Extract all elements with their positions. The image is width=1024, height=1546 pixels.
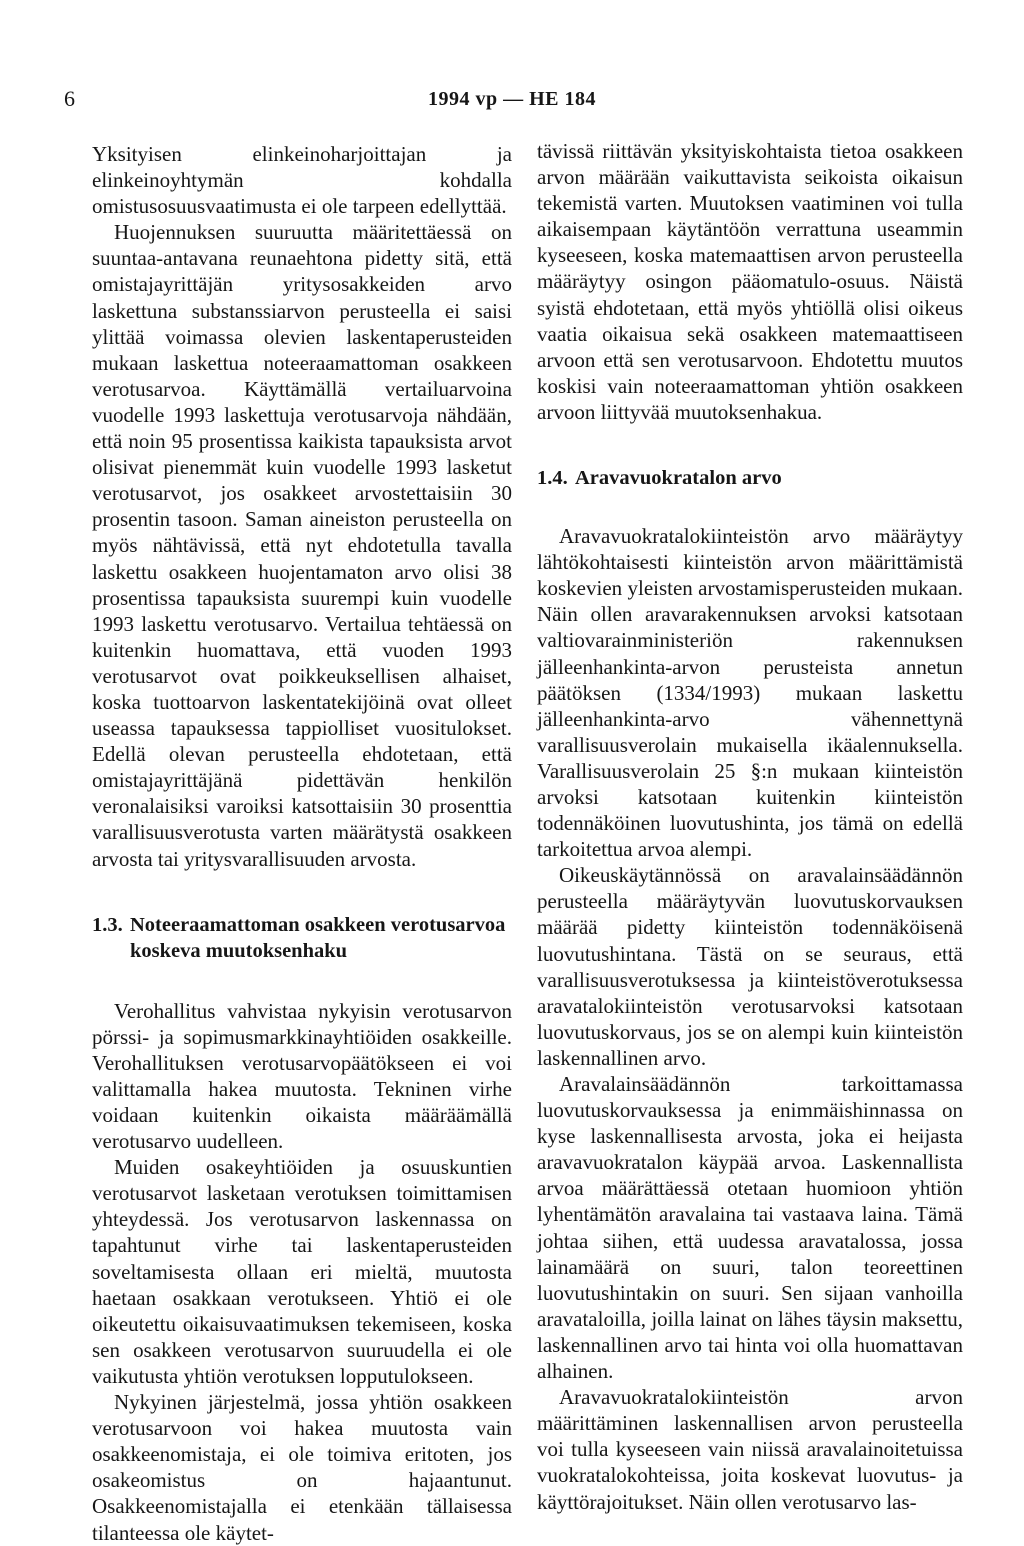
paragraph: tävissä riittävän yksityiskohtaista tietoa osakkeen arvon määrään vaikuttavista seikoista oikaisun tekemistä varten. Muutoksen vaatiminen voi tulla aikaisempaan käytäntöön verrattuna useammin kyseeseen, koska matemaattisen arvon perusteella määräytyy osingon pääomatulo-osuus. Näistä syistä ehdotetaan, että myös yhtiöllä olisi oikeus vaatia oikaisua sekä osakkeen matemaattiseen arvoon että sen verotusarvoon. Ehdotettu muutos koskisi vain noteeraamattoman yhtiön osakkeen arvoon liittyvää muutoksenhakua.: [537, 139, 963, 424]
paragraph: Huojennuksen suuruutta määritettäessä on suuntaa-antavana reunaehtona pidetty sitä, että omistajayrittäjän yritysosakkeiden arvo laskettuna substanssiarvon perusteella ei saisi ylittää voimassa olevien laskentaperusteiden mukaan laskettua noteeraamattoman osakkeen verotusarvoa. Käyttämällä vertailuarvoina vuodelle 1993 laskettuja verotusarvoja nähdään, että noin 95 prosentissa kaikista tapauksista arvot olisivat pienemmät kuin vuodelle 1993 lasketut verotusarvot, jos osakkeet arvostettaisiin 30 prosentin tasoon. Saman aineiston perusteella on myös nähtävissä, että nyt ehdotetulla tavalla laskettu osakkeen huojentamaton arvo olisi 38 prosentissa tapauksista suurempi kuin vuodelle 1993 laskettu verotusarvo. Vertailua tehtäessä on kuitenkin huomattava, että vuoden 1993 verotusarvot ovat poikkeuksellisen alhaiset, koska tuottoarvon laskentatekijöinä ovat olleet useassa tapauksessa tappiolliset vuositulokset. Edellä olevan perusteella ehdotetaan, että omistajayrittäjänä pidettävän henkilön veronalaisiksi varoiksi katsottaisiin 30 prosenttia varallisuusverotusta varten määrätystä osakkeen arvosta tai yritysvarallisuuden arvosta.: [92, 220, 512, 871]
paragraph: Muiden osakeyhtiöiden ja osuuskuntien verotusarvot lasketaan verotuksen toimittamisen yhteydessä. Jos verotusarvon laskennassa on tapahtunut virhe tai laskentaperusteiden soveltamisesta ollaan eri mieltä, muutosta haetaan osakkaan verotukseen. Yhtiö ei ole oikeutettu oikaisuvaatimuksen tekemiseen, koska sen osakkeen verotusarvon suuruudella ei ole vaikutusta yhtiön verotuksen lopputulokseen.: [92, 1155, 512, 1388]
paragraph: Aravavuokratalokiinteistön arvon määrittäminen laskennallisen arvon perusteella voi tulla kyseeseen vain niissä aravalainoitetuissa vuokratalokohteissa, joita koskevat luovutus- ja käyttörajoitukset. Näin ollen verotusarvo las-: [537, 1385, 963, 1514]
section-title: Aravavuokratalon arvo: [575, 467, 782, 490]
section-number: 1.4.: [537, 467, 568, 490]
paragraph: Aravavuokratalokiinteistön arvo määräytyy lähtökohtaisesti kiinteistön arvon määrittämistä koskevien yleisten arvostamisperusteiden mukaan. Näin ollen aravarakennuksen arvoksi katsotaan valtiovarainministeriön rakennuksen jälleenhankinta-arvon perusteista annetun päätöksen (1334/1993) mukaan laskettu jälleenhankinta-arvo vähennettynä varallisuusverolain mukaisella ikäalennuksella. Varallisuusverolain 25 §:n mukaan kiinteistön arvoksi katsotaan kuitenkin kiinteistön todennäköinen luovutushinta, jos tämä on edellä tarkoitettua arvoa alempi.: [537, 524, 963, 862]
left-column: [92, 141, 512, 1546]
section-heading: [537, 465, 963, 491]
section-title: Noteeraamattoman osakkeen verotusarvoa koskeva muutoksenhaku: [130, 913, 506, 962]
section-heading: [92, 912, 512, 964]
running-head: 1994 vp — HE 184: [427, 88, 597, 110]
paragraph: Oikeuskäytännössä on aravalainsäädännön perusteella määräytyvän luovutuskorvauksen määrää pidetty kiinteistön todennäköisenä luovutushintana. Tästä on se seuraus, että varallisuusverotuksessa ja kiinteistöverotuksessa aravatalokiinteistön verotusarvoksi katsotaan luovutuskorvaus, jos se on alempi kuin kiinteistön laskennallinen arvo.: [537, 863, 963, 1070]
paragraph: Nykyinen järjestelmä, jossa yhtiön osakkeen verotusarvoon voi hakea muutosta vain osakkeenomistaja, ei ole toimiva eritoten, jos osakeomistus on hajaantunut. Osakkeenomistajalla ei etenkään tällaisessa tilanteessa ole käytet-: [92, 1390, 512, 1545]
paragraph: Aravalainsäädännön tarkoittamassa luovutuskorvauksessa ja enimmäishinnassa on kyse laskennallisesta arvosta, joka ei heijasta aravavuokratalon käypää arvoa. Laskennallista arvoa määrättäessä otetaan huomioon yhtiön lyhentämätön aravalaina tai vastaava laina. Tämä johtaa siihen, että uudessa aravatalossa, jossa lainamäärä on suuri, talon teoreettinen luovutushintakin on suuri. Sen sijaan vanhoilla aravataloilla, joilla lainat on lähes täysin maksettu, laskennallinen arvo tai hinta voi olla huomattavan alhainen.: [537, 1072, 963, 1384]
paragraph: Verohallitus vahvistaa nykyisin verotusarvon pörssi- ja sopimusmarkkinayhtiöiden osakkeille. Verohallituksen verotusarvopäätökseen ei voi valittamalla hakea muutosta. Tekninen virhe voidaan kuitenkin oikaista määräämällä verotusarvo uudelleen.: [92, 998, 512, 1154]
right-column: [537, 138, 963, 1515]
section-number: 1.3.: [92, 913, 123, 936]
page-number: 6: [64, 86, 75, 111]
paragraph: Yksityisen elinkeinoharjoittajan ja elinkeinoyhtymän kohdalla omistusosuusvaatimusta ei ole tarpeen edellyttää.: [92, 142, 512, 219]
